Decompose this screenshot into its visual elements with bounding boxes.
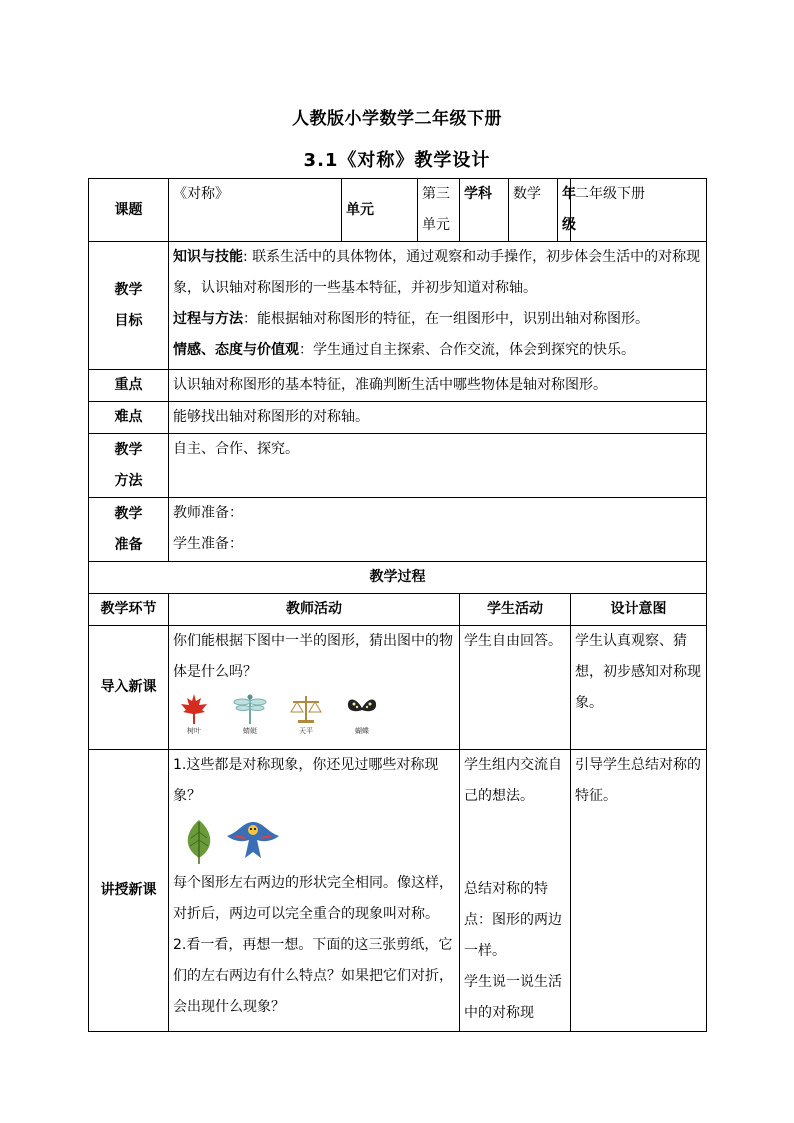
topic-value: 《对称》 bbox=[169, 179, 342, 242]
process-header-row bbox=[89, 594, 707, 626]
grade-label-text: 年级 bbox=[562, 186, 577, 233]
header-intent: 设计意图 bbox=[571, 594, 707, 626]
difficulty-label: 难点 bbox=[89, 402, 169, 434]
goal-process bbox=[173, 304, 702, 335]
caption-scale: 天平 bbox=[299, 727, 313, 735]
intro-stage: 导入新课 bbox=[89, 626, 169, 750]
process-title-row bbox=[89, 562, 707, 594]
difficulty-row bbox=[89, 402, 707, 434]
header-stage: 教学环节 bbox=[89, 594, 169, 626]
intro-student: 学生自由回答。 bbox=[460, 626, 571, 750]
goals-label bbox=[89, 242, 169, 370]
teach-text-1: 1.这些都是对称现象，你还见过哪些对称现象？ bbox=[173, 757, 439, 804]
teach-text-2: 每个图形左右两边的形状完全相同。像这样，对折后，两边可以完全重合的现象叫对称。 bbox=[173, 875, 453, 922]
teach-intent: 引导学生总结对称的特征。 bbox=[571, 750, 707, 1032]
goal-knowledge-text: : 联系生活中的具体物体，通过观察和动手操作，初步体会生活中的对称现象，认识轴对称图形的一些基本特征，并初步知道对称轴。 bbox=[173, 249, 701, 296]
grade-label bbox=[558, 179, 577, 242]
teach-images bbox=[181, 818, 455, 866]
info-row bbox=[89, 179, 707, 242]
difficulty-text: 能够找出轴对称图形的对称轴。 bbox=[169, 402, 707, 434]
grade-value: 二年级下册 bbox=[571, 179, 707, 242]
goal-emotion bbox=[173, 335, 702, 366]
method-row bbox=[89, 434, 707, 498]
unit-label: 单元 bbox=[342, 179, 418, 242]
teach-text-3: 2.看一看，再想一想。下面的这三张剪纸，它们的左右两边有什么特点？如果把它们对折，会出现什么现象？ bbox=[173, 937, 453, 1015]
document-title: 人教版小学数学二年级下册 bbox=[292, 109, 502, 129]
caption-dragonfly: 蜻蜓 bbox=[243, 727, 257, 735]
teach-student bbox=[460, 750, 571, 1032]
goal-knowledge-label: 知识与技能 bbox=[173, 249, 243, 265]
teach-student-3: 学生说一说生活中的对称现 bbox=[464, 974, 563, 1021]
prep-student: 学生准备： bbox=[173, 536, 243, 552]
process-title: 教学过程 bbox=[89, 562, 707, 594]
key-point-label: 重点 bbox=[89, 370, 169, 402]
header-student: 学生活动 bbox=[460, 594, 571, 626]
goals-label-line2: 目标 bbox=[114, 312, 143, 329]
prep-row bbox=[89, 498, 707, 562]
method-label bbox=[89, 434, 169, 498]
subject-label: 学科 bbox=[460, 179, 509, 242]
goals-row bbox=[89, 242, 707, 370]
balance-scale-icon bbox=[289, 692, 323, 726]
intro-intent: 学生认真观察、猜想，初步感知对称现象。 bbox=[571, 626, 707, 750]
document-subtitle: 3.1《对称》教学设计 bbox=[303, 150, 491, 171]
teach-student-1: 学生组内交流自己的想法。 bbox=[464, 757, 563, 804]
maple-leaf-icon bbox=[179, 692, 209, 726]
image-dragonfly bbox=[229, 692, 271, 736]
prep-label-line1: 教学 bbox=[114, 505, 143, 522]
prep-content bbox=[169, 498, 707, 562]
dragonfly-icon bbox=[233, 692, 267, 726]
key-point-text: 认识轴对称图形的基本特征，准确判断生活中哪些物体是轴对称图形。 bbox=[169, 370, 707, 402]
method-label-line2: 方法 bbox=[114, 472, 143, 489]
intro-teacher-text: 你们能根据下图中一半的图形，猜出图中的物体是什么吗？ bbox=[173, 633, 453, 680]
intro-images bbox=[173, 692, 455, 736]
goals-content bbox=[169, 242, 707, 370]
unit-value: 第三单元 bbox=[418, 179, 460, 242]
prep-label bbox=[89, 498, 169, 562]
goal-process-text: ：能根据轴对称图形的特征，在一组图形中，识别出轴对称图形。 bbox=[243, 311, 649, 327]
teach-row bbox=[89, 750, 707, 1032]
green-leaf-icon bbox=[181, 818, 217, 866]
image-maple bbox=[173, 692, 215, 736]
intro-row bbox=[89, 626, 707, 750]
prep-label-line2: 准备 bbox=[114, 536, 143, 553]
method-label-line1: 教学 bbox=[114, 441, 143, 458]
header-teacher: 教师活动 bbox=[169, 594, 460, 626]
kite-icon bbox=[225, 818, 281, 866]
caption-butterfly: 蝴蝶 bbox=[355, 727, 369, 735]
teach-teacher bbox=[169, 750, 460, 1032]
prep-teacher: 教师准备： bbox=[173, 505, 243, 521]
caption-maple: 树叶 bbox=[187, 727, 201, 735]
goal-knowledge bbox=[173, 242, 702, 304]
goal-emotion-text: ：学生通过自主探索、合作交流，体会到探究的快乐。 bbox=[299, 342, 635, 358]
subject-value: 数学 bbox=[509, 179, 558, 242]
topic-label: 课题 bbox=[89, 179, 169, 242]
teach-stage: 讲授新课 bbox=[89, 750, 169, 1032]
lesson-plan-table bbox=[88, 178, 707, 1032]
goals-label-line1: 教学 bbox=[114, 281, 143, 298]
key-point-row bbox=[89, 370, 707, 402]
teach-student-2: 总结对称的特点：图形的两边一样。 bbox=[464, 881, 563, 959]
intro-teacher bbox=[169, 626, 460, 750]
butterfly-icon bbox=[345, 692, 379, 726]
image-scale bbox=[285, 692, 327, 736]
goal-emotion-label: 情感、态度与价值观 bbox=[173, 342, 299, 358]
image-butterfly bbox=[341, 692, 383, 736]
goal-process-label: 过程与方法 bbox=[173, 311, 243, 327]
method-text: 自主、合作、探究。 bbox=[169, 434, 707, 498]
